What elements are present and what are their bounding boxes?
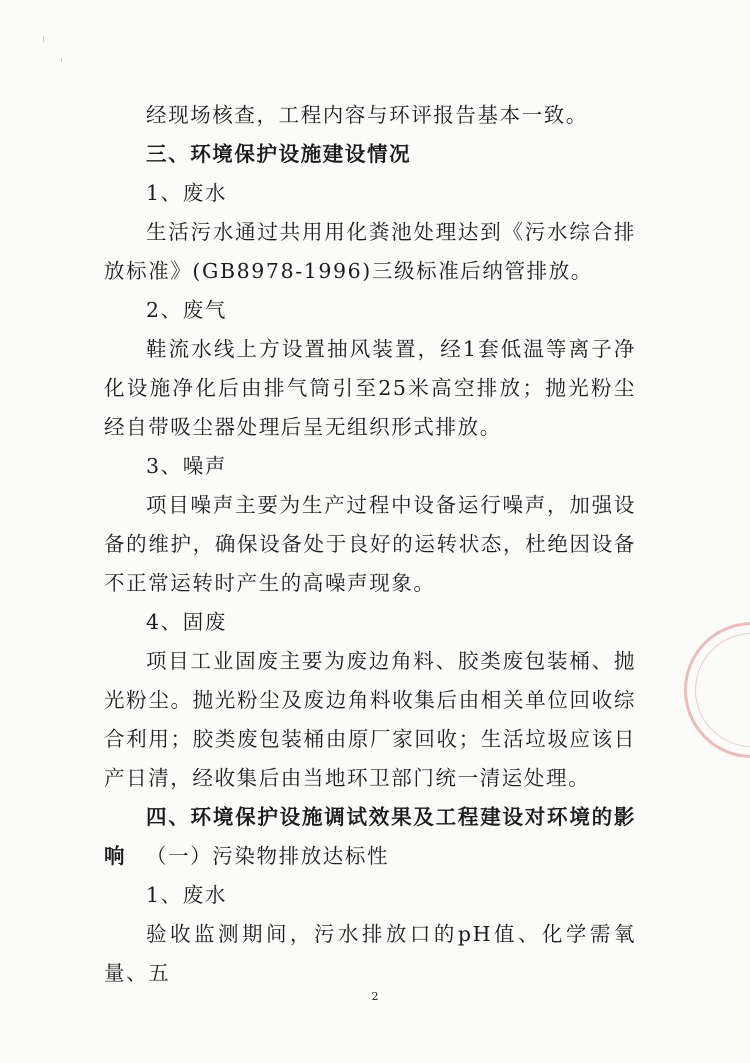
subsection-waste-gas: 2、废气 bbox=[146, 298, 227, 322]
scan-mark bbox=[43, 36, 44, 42]
section-heading-4: 四、环境保护设施调试效果及工程建设对环境的影响 bbox=[104, 805, 636, 868]
subsection-noise: 3、噪声 bbox=[146, 454, 227, 478]
paragraph-solid-waste: 项目工业固废主要为废边角料、胶类废包装桶、抛光粉尘。抛光粉尘及废边角料收集后由相关单位回收综合利用；胶类废包装桶由原厂家回收；生活垃圾应该日产日清，经收集后由当地环卫部门统一清运处理。 bbox=[104, 649, 636, 790]
red-seal-stamp bbox=[684, 622, 750, 758]
section-heading-3: 三、环境保护设施建设情况 bbox=[146, 142, 412, 166]
subsection-wastewater: 1、废水 bbox=[146, 181, 227, 205]
scan-mark bbox=[61, 58, 62, 62]
paragraph-waste-gas: 鞋流水线上方设置抽风装置，经1套低温等离子净化设施净化后由排气筒引至25米高空排放；抛光粉尘经自带吸尘器处理后呈无组织形式排放。 bbox=[104, 337, 636, 439]
paragraph-monitoring: 验收监测期间，污水排放口的pH值、化学需氧量、五 bbox=[104, 922, 636, 985]
paragraph-verification: 经现场核查，工程内容与环评报告基本一致。 bbox=[146, 103, 588, 127]
paragraph-wastewater: 生活污水通过共用用化粪池处理达到《污水综合排放标准》(GB8978-1996)三级标准后纳管排放。 bbox=[104, 220, 636, 283]
subsection-solid-waste: 4、固废 bbox=[146, 610, 227, 634]
page-number: 2 bbox=[371, 990, 379, 1003]
subsection-compliance: （一）污染物排放达标性 bbox=[146, 844, 390, 868]
paragraph-noise: 项目噪声主要为生产过程中设备运行噪声，加强设备的维护，确保设备处于良好的运转状态，杜绝因设备不正常运转时产生的高噪声现象。 bbox=[104, 493, 636, 595]
seal-inner-ring bbox=[695, 633, 750, 747]
subsection-wastewater-2: 1、废水 bbox=[146, 883, 227, 907]
